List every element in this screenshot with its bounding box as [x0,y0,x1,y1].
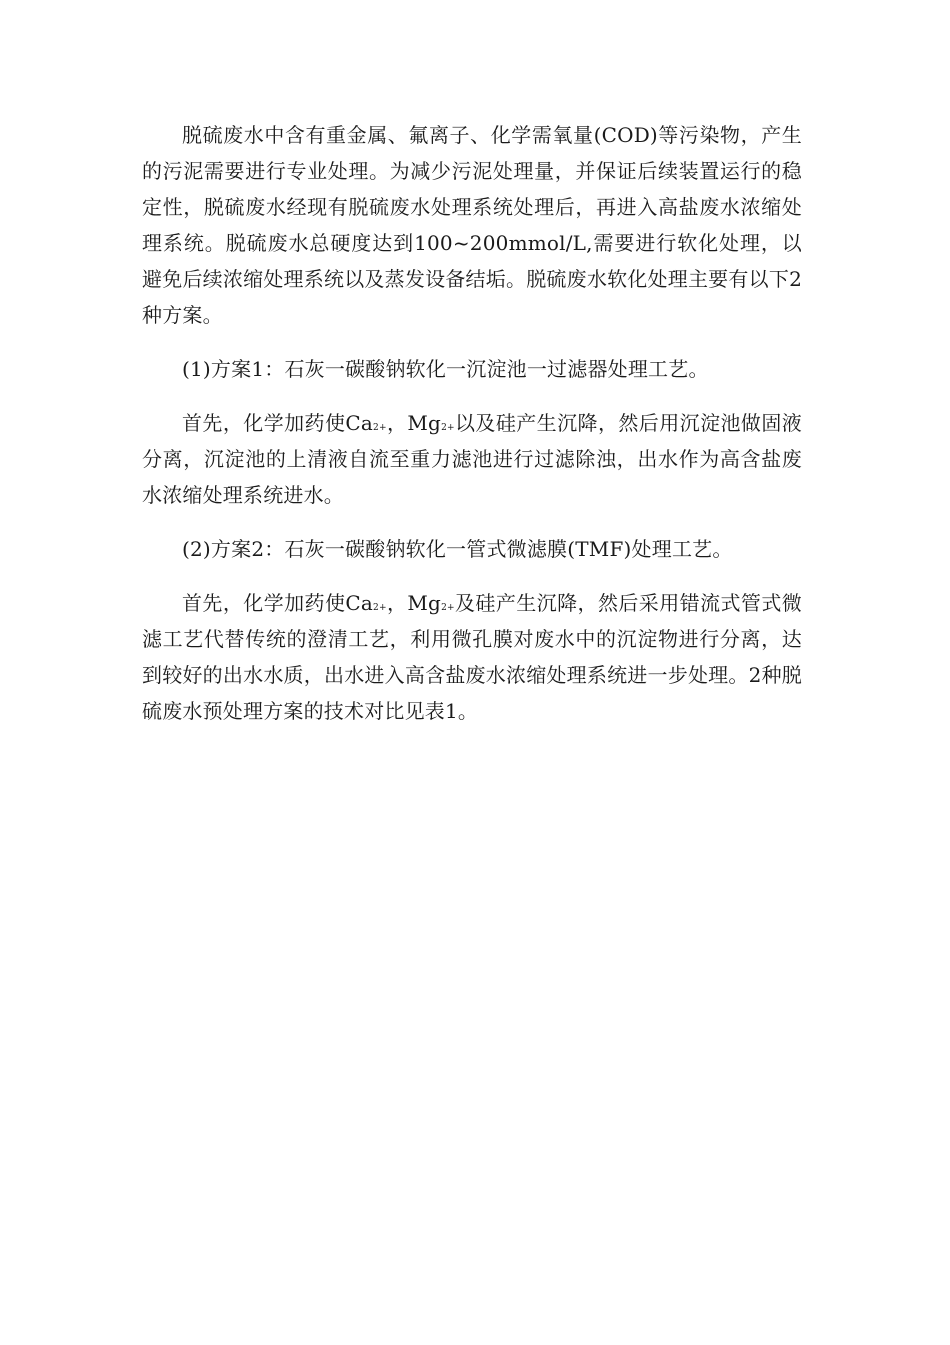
document-body [142,117,802,729]
paragraph-scheme-1-heading: (1)方案1：石灰一碳酸钠软化一沉淀池一过滤器处理工艺。 [182,357,709,381]
text-segment: 首先，化学加药使Ca [182,591,374,615]
paragraph-scheme-2-detail [142,585,802,729]
text-segment: 以及硅产生沉降，然后用沉淀池做固液分离，沉淀池的上清液自流至重力滤池进行过滤除浊，出水作为高含盐废水浓缩处理系统进水。 [142,411,802,507]
superscript-charge: 2+ [373,423,387,433]
text-segment: 首先，化学加药使Ca [182,411,374,435]
paragraph-scheme-2-heading: (2)方案2：石灰一碳酸钠软化一管式微滤膜(TMF)处理工艺。 [182,537,733,561]
text-segment: ，Mg [386,411,442,435]
text-segment: 及硅产生沉降，然后采用错流式管式微滤工艺代替传统的澄清工艺，利用微孔膜对废水中的沉淀物进行分离，达到较好的出水水质，出水进入高含盐废水浓缩处理系统进一步处理。2种脱硫废水预处理方案的技术对比见表1。 [142,591,802,723]
paragraph-scheme-1-detail [142,405,802,513]
superscript-charge: 2+ [441,603,455,613]
text-segment: ，Mg [386,591,442,615]
superscript-charge: 2+ [373,603,387,613]
superscript-charge: 2+ [441,423,455,433]
paragraph-intro: 脱硫废水中含有重金属、氟离子、化学需氧量(COD)等污染物，产生的污泥需要进行专业处理。为减少污泥处理量，并保证后续装置运行的稳定性，脱硫废水经现有脱硫废水处理系统处理后，再进入高盐废水浓缩处理系统。脱硫废水总硬度达到100~200mmol/L,需要进行软化处理，以避免后续浓缩处理系统以及蒸发设备结垢。脱硫废水软化处理主要有以下2种方案。 [142,123,802,327]
